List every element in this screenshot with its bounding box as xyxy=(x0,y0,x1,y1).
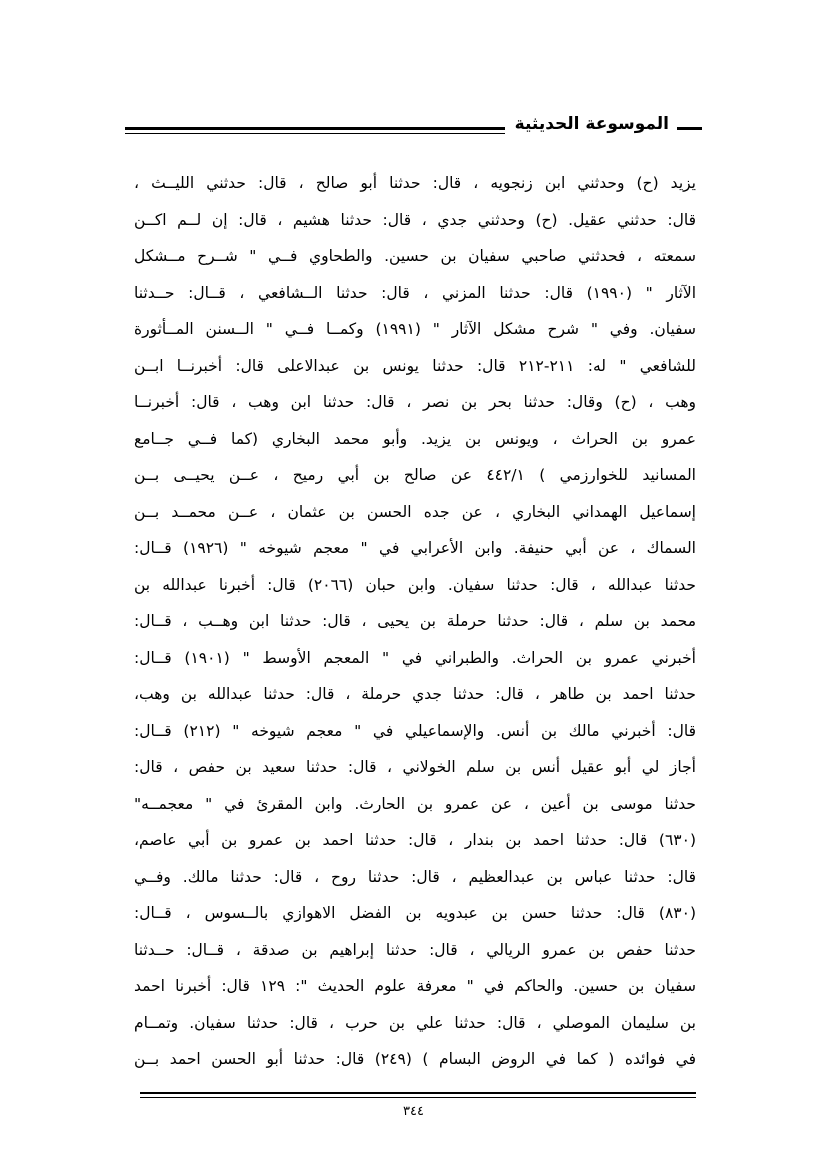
text-line: يزيد (ح) وحدثني ابن زنجويه ، قال: حدثنا أبو صالح ، قال: حدثني الليــث ، xyxy=(134,174,696,192)
text-line: بن سليمان الموصلي ، قال: حدثنا علي بن حرب ، قال: حدثنا سفيان. وتمــام xyxy=(134,1013,696,1032)
text-line: حدثنا موسى بن أعين ، عن عمرو بن الحارث. وابن المقرئ في " معجمــه" xyxy=(134,794,696,813)
text-line: قال: حدثنا عباس بن عبدالعظيم ، قال: حدثنا روح ، قال: حدثنا مالك. وفــي xyxy=(134,867,696,886)
text-line: محمد بن سلم ، قال: حدثنا حرملة بن يحيى ، قال: حدثنا ابن وهــب ، قــال: xyxy=(134,612,696,630)
page-header xyxy=(125,112,702,142)
text-line: حدثنا احمد بن طاهر ، قال: حدثنا جدي حرملة ، قال: حدثنا عبدالله بن وهب، xyxy=(134,685,696,703)
text-line: أجاز لي أبو عقيل أنس بن سلم الخولاني ، قال: حدثنا سعيد بن حفص ، قال: xyxy=(134,758,696,776)
text-line: عمرو بن الحراث ، ويونس بن يزيد. وأبو محمد البخاري (كما فــي جــامع xyxy=(134,429,696,448)
header-rule-thin xyxy=(125,133,505,134)
header-dash xyxy=(677,127,702,130)
body-text xyxy=(134,165,696,1078)
running-title: الموسوعة الحديثية xyxy=(514,114,669,134)
text-line: (٨٣٠) قال: حدثنا حسن بن عبدويه بن الفضل الاهوازي بالــسوس ، قــال: xyxy=(134,904,696,922)
footer-rule-thin xyxy=(140,1097,696,1098)
text-line: إسماعيل الهمداني البخاري ، عن جده الحسن بن عثمان ، عــن محمــد بــن xyxy=(134,502,696,521)
footer-rule xyxy=(140,1092,696,1094)
text-line: حدثنا عبدالله ، قال: حدثنا سفيان. وابن حبان (٢٠٦٦) قال: أخبرنا عبدالله بن xyxy=(134,575,696,594)
text-line: سمعته ، فحدثني صاحبي سفيان بن حسين. والطحاوي فــي " شــرح مــشكل xyxy=(134,247,696,265)
text-line: الآثار " (١٩٩٠) قال: حدثنا المزني ، قال: حدثنا الــشافعي ، قــال: حــدثنا xyxy=(134,283,696,302)
text-line: أخبرني عمرو بن الحراث. والطبراني في " المعجم الأوسط " (١٩٠١) قــال: xyxy=(134,648,696,667)
text-line: سفيان. وفي " شرح مشكل الآثار " (١٩٩١) وكمــا فــي " الــسنن المــأثورة xyxy=(134,320,696,338)
text-line: قال: حدثني عقيل. (ح) وحدثني جدي ، قال: حدثنا هشيم ، قال: إن لــم اكــن xyxy=(134,210,696,229)
page-number: ٣٤٤ xyxy=(403,1104,424,1119)
text-line: المسانيد للخوارزمي ) ٤٤٢/١ عن صالح بن أبي رميح ، عــن يحيــى بــن xyxy=(134,466,696,484)
text-line: للشافعي " له: ٢١١-٢١٢ قال: حدثنا يونس بن عبدالاعلى قال: أخبرنــا ابــن xyxy=(134,356,696,375)
text-line: وهب ، (ح) وقال: حدثنا بحر بن نصر ، قال: حدثنا ابن وهب ، قال: أخبرنــا xyxy=(134,393,696,411)
text-line: قال: أخبرني مالك بن أنس. والإسماعيلي في " معجم شيوخه " (٢١٢) قــال: xyxy=(134,721,696,740)
header-rule xyxy=(125,127,505,130)
text-line: سفيان بن حسين. والحاكم في " معرفة علوم الحديث ": ١٢٩ قال: أخبرنا احمد xyxy=(134,977,696,995)
text-line: حدثنا حفص بن عمرو الريالي ، قال: حدثنا إبراهيم بن صدقة ، قــال: حــدثنا xyxy=(134,940,696,959)
text-line: (٦٣٠) قال: حدثنا احمد بن بندار ، قال: حدثنا احمد بن عمرو بن أبي عاصم، xyxy=(134,831,696,849)
text-line: في فوائده ( كما في الروض البسام ) (٢٤٩) قال: حدثنا أبو الحسن احمد بــن xyxy=(134,1050,696,1068)
text-line: السماك ، عن أبي حنيفة. وابن الأعرابي في " معجم شيوخه " (١٩٢٦) قــال: xyxy=(134,539,696,557)
